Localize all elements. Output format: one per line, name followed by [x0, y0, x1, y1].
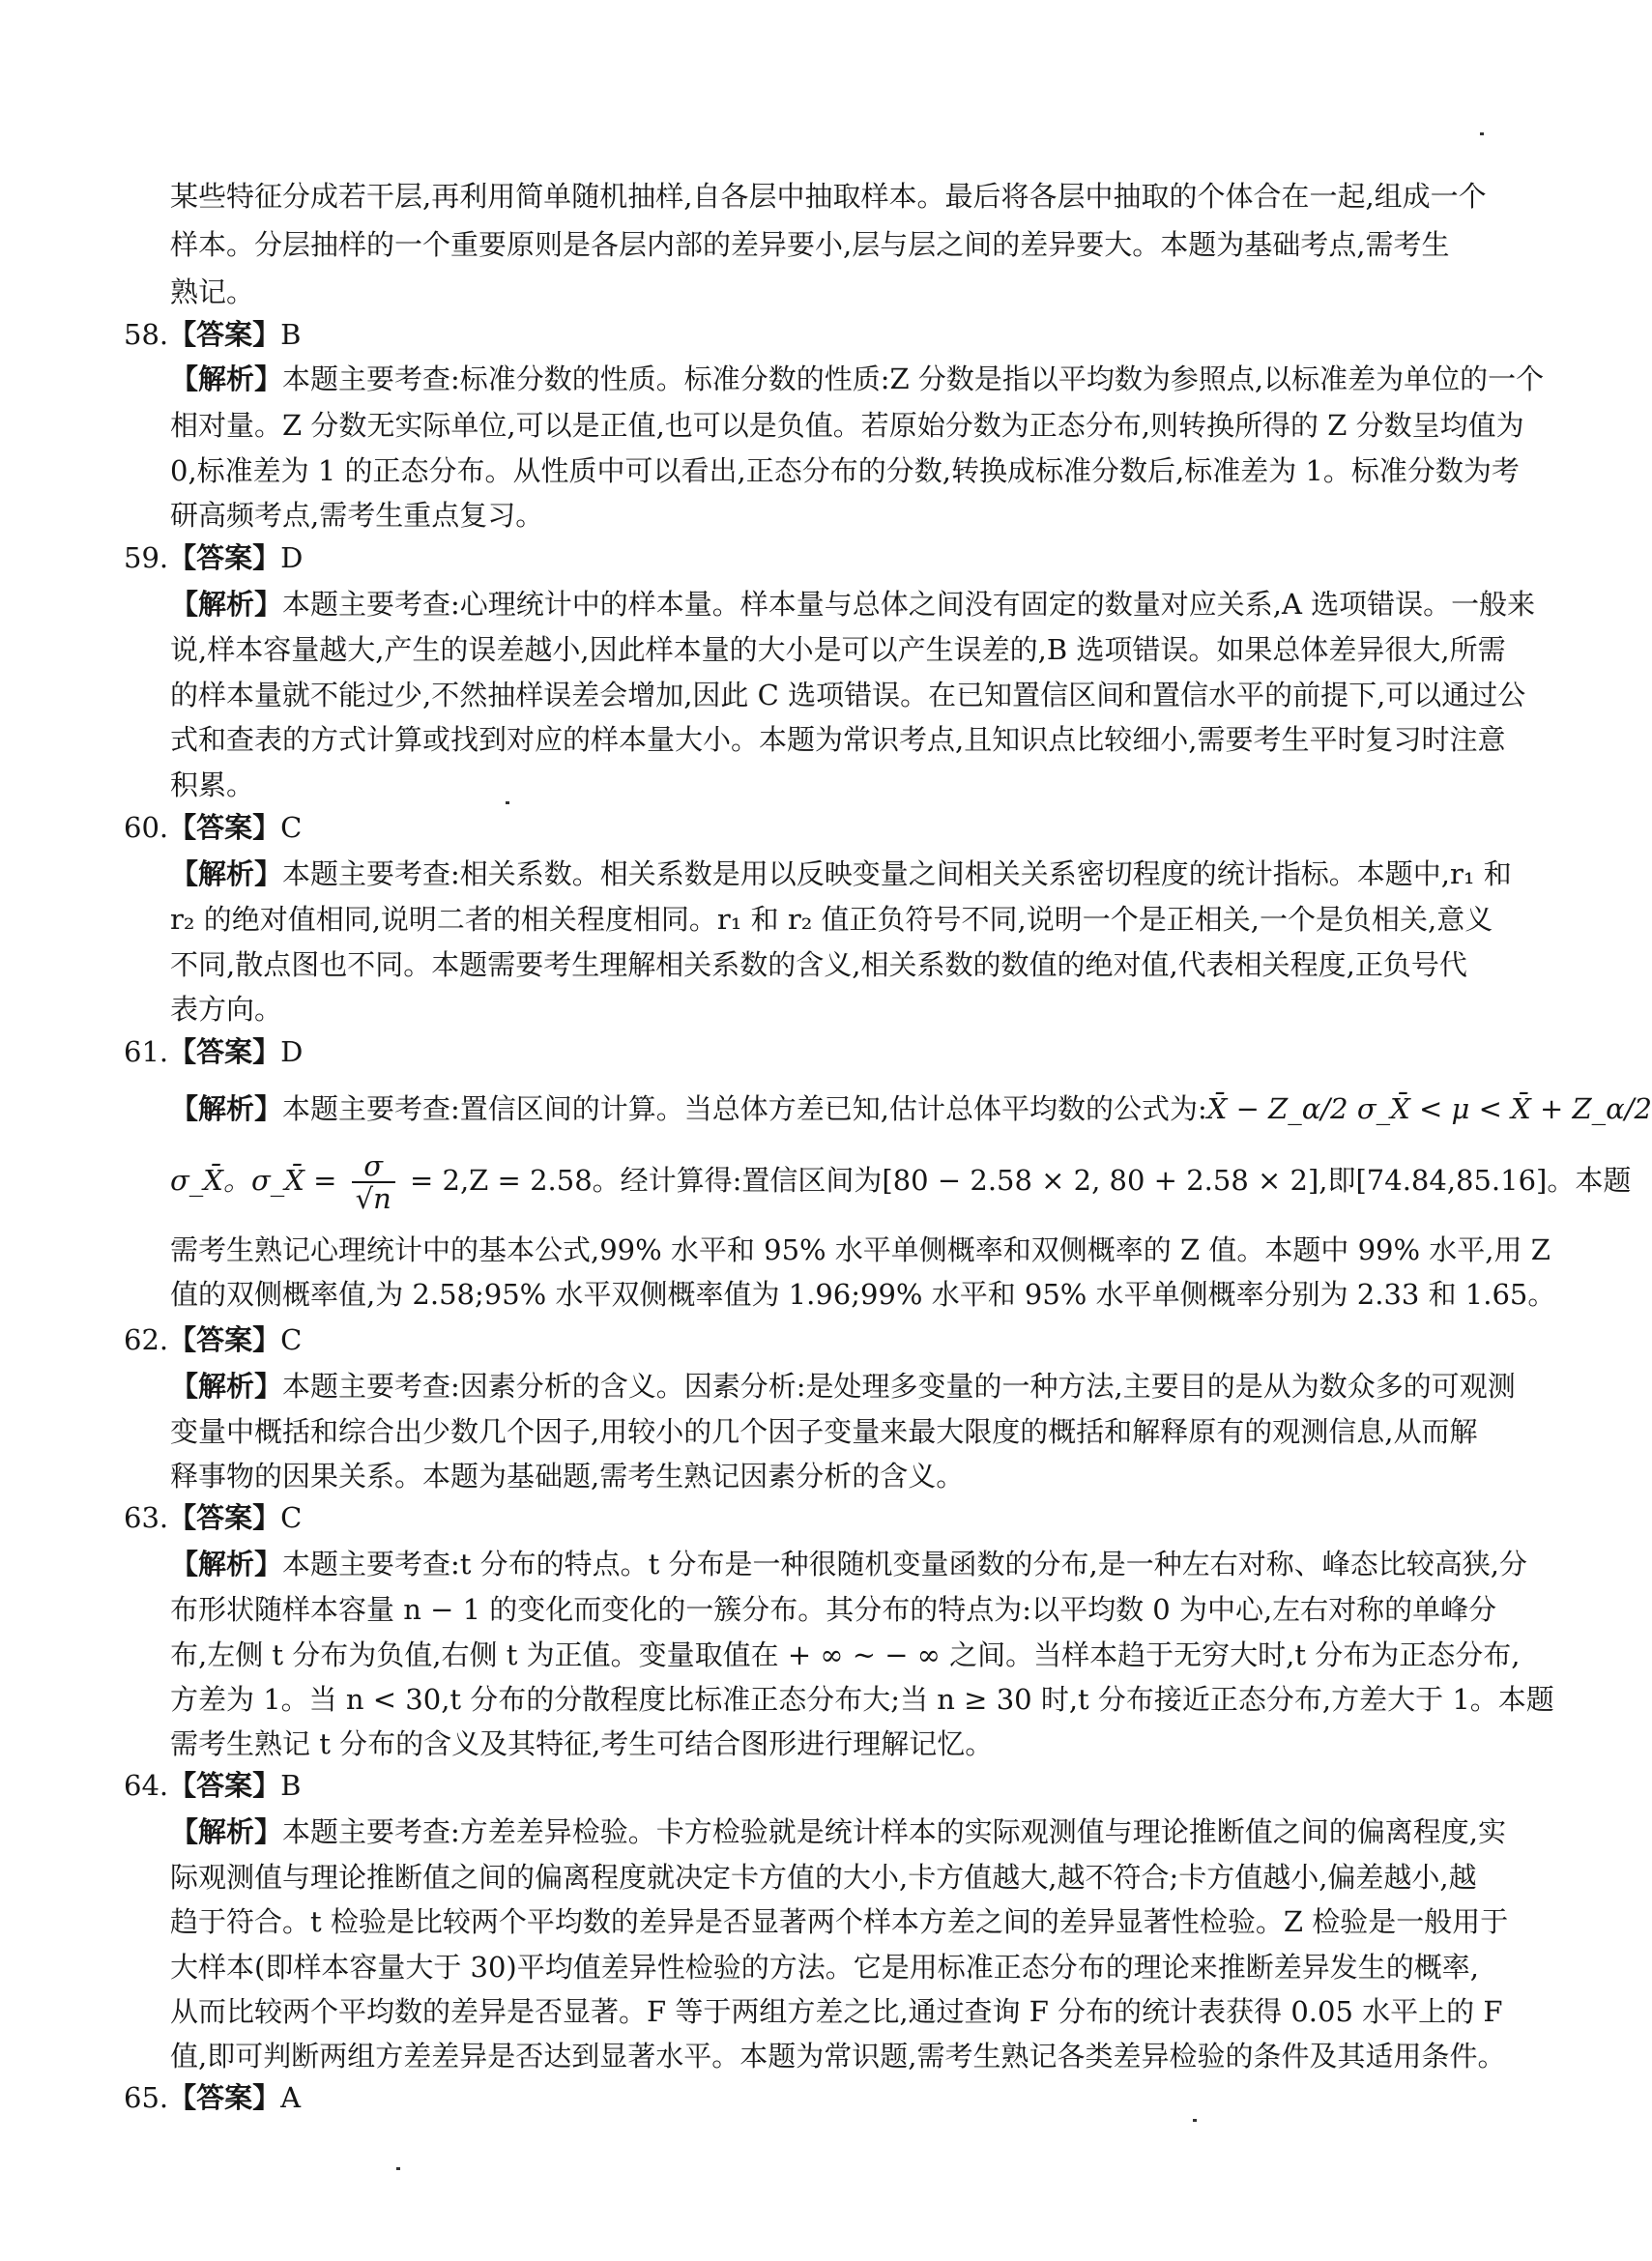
analysis-text: 本题主要考查:t 分布的特点。t 分布是一种很随机变量函数的分布,是一种左右对称、峰态比较高狭,分: [282, 1548, 1527, 1580]
paragraph-line: 样本。分层抽样的一个重要原则是各层内部的差异要小,层与层之间的差异要大。本题为基础考点,需考生: [170, 228, 1450, 261]
answer-tag: 【答案】: [168, 318, 281, 351]
analysis-text: 本题主要考查:置信区间的计算。当总体方差已知,估计总体平均数的公式为:: [282, 1092, 1207, 1125]
analysis-tag: 【解析】: [170, 857, 283, 890]
analysis-text: = 2,Z = 2.58。经计算得:置信区间为[80 − 2.58 × 2, 80 + 2.58 × 2],即[74.84,85.16]。本题: [410, 1164, 1632, 1197]
answer-letter: D: [280, 1035, 304, 1068]
analysis-line: [170, 1089, 1652, 1128]
analysis-line: 值的双侧概率值,为 2.58;95% 水平双侧概率值为 1.96;99% 水平和 95% 水平单侧概率分别为 2.33 和 1.65。: [170, 1278, 1556, 1311]
answer-row-62: [124, 1320, 302, 1359]
question-number: 65.: [124, 2081, 169, 2114]
analysis-tag: 【解析】: [170, 1370, 283, 1403]
analysis-line: 0,标准差为 1 的正态分布。从性质中可以看出,正态分布的分数,转换成标准分数后,标准差为 1。标准分数为考: [170, 454, 1520, 487]
answer-letter: C: [280, 1501, 303, 1534]
analysis-tag: 【解析】: [170, 588, 283, 621]
answer-row-63: [124, 1498, 302, 1537]
answer-tag: 【答案】: [168, 1035, 281, 1068]
analysis-tag: 【解析】: [170, 1092, 283, 1125]
analysis-line: 研高频考点,需考生重点复习。: [170, 499, 544, 532]
answer-tag: 【答案】: [168, 1769, 281, 1802]
analysis-line: 际观测值与理论推断值之间的偏离程度就决定卡方值的大小,卡方值越大,越不符合;卡方值越小,偏差越小,越: [170, 1861, 1477, 1894]
question-number: 61.: [124, 1035, 169, 1068]
answer-tag: 【答案】: [168, 1501, 281, 1534]
analysis-tag: 【解析】: [170, 1815, 283, 1848]
confidence-interval-formula: X̄ − Z_α/2 σ_X̄ < μ < X̄ + Z_α/2: [1206, 1092, 1652, 1125]
scan-speck: [396, 2167, 400, 2170]
analysis-line: [170, 585, 1535, 623]
answer-letter: C: [280, 1323, 303, 1356]
analysis-text: 本题主要考查:方差差异检验。卡方检验就是统计样本的实际观测值与理论推断值之间的偏离程度,实: [282, 1815, 1507, 1848]
analysis-text: 本题主要考查:相关系数。相关系数是用以反映变量之间相关关系密切程度的统计指标。本题中,r₁ 和: [282, 857, 1512, 890]
answer-letter: D: [280, 541, 304, 574]
scan-speck: [1480, 132, 1484, 135]
analysis-line: 趋于符合。t 检验是比较两个平均数的差异是否显著两个样本方差之间的差异显著性检验。Z 检验是一般用于: [170, 1905, 1509, 1938]
scan-speck: [506, 801, 509, 804]
analysis-line: 值,即可判断两组方差差异是否达到显著水平。本题为常识题,需考生熟记各类差异检验的条件及其适用条件。: [170, 2040, 1506, 2073]
answer-tag: 【答案】: [168, 1323, 281, 1356]
answer-tag: 【答案】: [168, 811, 281, 844]
answer-row-61: [124, 1032, 303, 1071]
analysis-line: 布,左侧 t 分布为负值,右侧 t 为正值。变量取值在 + ∞ ~ − ∞ 之间。当样本趋于无穷大时,t 分布为正态分布,: [170, 1638, 1521, 1671]
analysis-line: [170, 1545, 1527, 1583]
answer-letter: B: [280, 1769, 302, 1802]
question-number: 59.: [124, 541, 169, 574]
analysis-text: 本题主要考查:心理统计中的样本量。样本量与总体之间没有固定的数量对应关系,A 选项错误。一般来: [282, 588, 1536, 621]
answer-row-58: [124, 315, 301, 354]
analysis-line: 需考生熟记 t 分布的含义及其特征,考生可结合图形进行理解记忆。: [170, 1727, 994, 1760]
question-number: 60.: [124, 811, 169, 844]
answer-letter: C: [280, 811, 303, 844]
scan-speck: [1193, 2119, 1197, 2122]
answer-row-65: [124, 2078, 301, 2117]
analysis-line: 表方向。: [170, 993, 283, 1026]
analysis-tag: 【解析】: [170, 362, 283, 395]
analysis-line: r₂ 的绝对值相同,说明二者的相关程度相同。r₁ 和 r₂ 值正负符号不同,说明一个是正相关,一个是负相关,意义: [170, 903, 1493, 936]
answer-tag: 【答案】: [168, 2081, 281, 2114]
paragraph-line: 熟记。: [170, 275, 255, 308]
analysis-text: 本题主要考查:标准分数的性质。标准分数的性质:Z 分数是指以平均数为参照点,以标准差为单位的一个: [282, 362, 1545, 395]
question-number: 62.: [124, 1323, 169, 1356]
analysis-line: [170, 360, 1544, 398]
question-number: 58.: [124, 318, 169, 351]
answer-row-59: [124, 538, 303, 577]
formula-line: [170, 1150, 1631, 1214]
answer-tag: 【答案】: [168, 541, 281, 574]
analysis-line: 积累。: [170, 768, 255, 801]
analysis-line: 释事物的因果关系。本题为基础题,需考生熟记因素分析的含义。: [170, 1460, 965, 1493]
answer-letter: A: [280, 2081, 302, 2114]
analysis-text: 本题主要考查:因素分析的含义。因素分析:是处理多变量的一种方法,主要目的是从为数众多的可观测: [282, 1370, 1516, 1403]
analysis-line: 的样本量就不能过少,不然抽样误差会增加,因此 C 选项错误。在已知置信区间和置信水平的前提下,可以通过公: [170, 679, 1526, 711]
fraction: [352, 1150, 395, 1214]
analysis-line: 变量中概括和综合出少数几个因子,用较小的几个因子变量来最大限度的概括和解释原有的观测信息,从而解: [170, 1415, 1478, 1448]
answer-row-60: [124, 808, 302, 847]
analysis-line: [170, 855, 1512, 893]
standard-error-text: σ_X̄。σ_X̄ =: [170, 1164, 337, 1197]
analysis-line: 方差为 1。当 n < 30,t 分布的分散程度比标准正态分布大;当 n ≥ 30 时,t 分布接近正态分布,方差大于 1。本题: [170, 1683, 1554, 1716]
paragraph-line: 某些特征分成若干层,再利用简单随机抽样,自各层中抽取样本。最后将各层中抽取的个体合在一起,组成一个: [170, 180, 1487, 213]
analysis-line: 不同,散点图也不同。本题需要考生理解相关系数的含义,相关系数的数值的绝对值,代表相关程度,正负号代: [170, 948, 1467, 981]
analysis-tag: 【解析】: [170, 1548, 283, 1580]
analysis-line: 说,样本容量越大,产生的误差越小,因此样本量的大小是可以产生误差的,B 选项错误。如果总体差异很大,所需: [170, 633, 1506, 666]
question-number: 64.: [124, 1769, 169, 1802]
analysis-line: [170, 1812, 1506, 1851]
analysis-line: 式和查表的方式计算或找到对应的样本量大小。本题为常识考点,且知识点比较细小,需要考生平时复习时注意: [170, 723, 1506, 756]
answer-row-64: [124, 1766, 301, 1805]
question-number: 63.: [124, 1501, 169, 1534]
analysis-line: 布形状随样本容量 n − 1 的变化而变化的一簇分布。其分布的特点为:以平均数 0 为中心,左右对称的单峰分: [170, 1593, 1497, 1626]
fraction-numerator: σ: [352, 1150, 395, 1183]
analysis-line: [170, 1367, 1516, 1406]
answer-letter: B: [280, 318, 302, 351]
fraction-denominator: √n: [355, 1182, 391, 1215]
analysis-line: 需考生熟记心理统计中的基本公式,99% 水平和 95% 水平单侧概率和双侧概率的 Z 值。本题中 99% 水平,用 Z: [170, 1233, 1551, 1266]
analysis-line: 大样本(即样本容量大于 30)平均值差异性检验的方法。它是用标准正态分布的理论来推断差异发生的概率,: [170, 1951, 1479, 1984]
analysis-line: 从而比较两个平均数的差异是否显著。F 等于两组方差之比,通过查询 F 分布的统计表获得 0.05 水平上的 F: [170, 1995, 1503, 2028]
analysis-line: 相对量。Z 分数无实际单位,可以是正值,也可以是负值。若原始分数为正态分布,则转换所得的 Z 分数呈均值为: [170, 409, 1524, 442]
